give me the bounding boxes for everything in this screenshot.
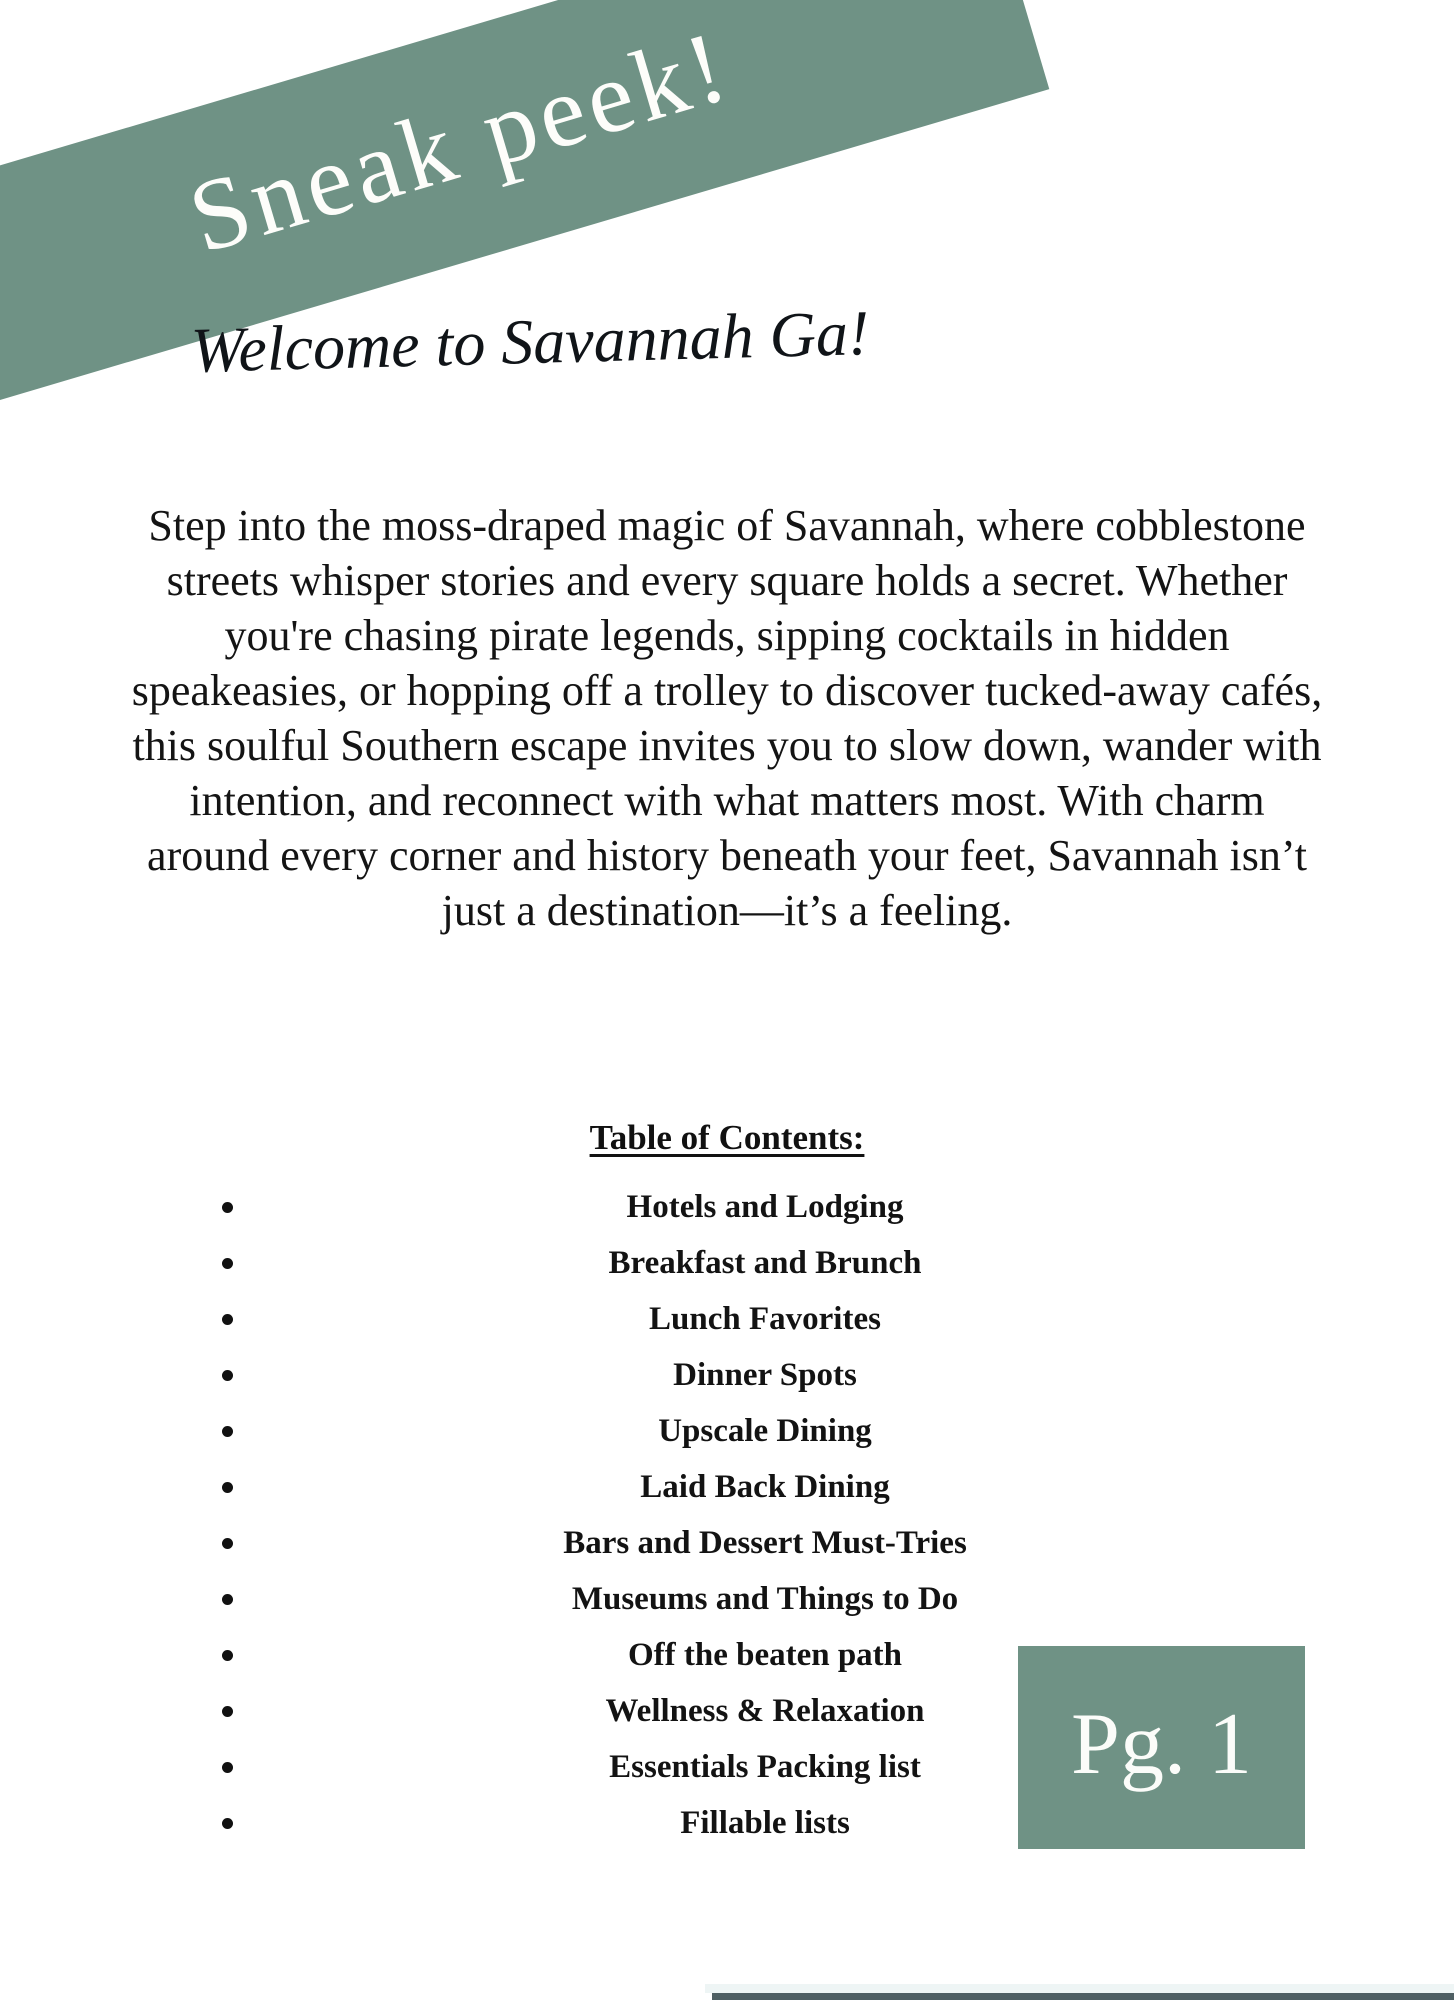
toc-item-label: Wellness & Relaxation <box>605 1693 925 1729</box>
bullet-icon <box>222 1258 233 1269</box>
toc-item-label: Bars and Dessert Must-Tries <box>563 1525 967 1561</box>
list-item <box>0 1179 1454 1235</box>
list-item <box>0 1291 1454 1347</box>
toc-item-label: Museums and Things to Do <box>571 1581 959 1617</box>
toc-item-label: Hotels and Lodging <box>626 1189 904 1225</box>
toc-item-label: Off the beaten path <box>627 1637 903 1673</box>
bullet-icon <box>222 1650 233 1661</box>
intro-paragraph: Step into the moss-draped magic of Savannah, where cobblestone streets whisper stories and every square holds a secret. Whether you're chasing pirate legends, sipping cocktails in hidden speakeasies, or hopping off a trolley to discover tucked-away cafés, this soulful Southern escape invites you to slow down, wander with intention, and reconnect with what matters most. With charm around every corner and history beneath your feet, Savannah isn’t just a destination—it’s a feeling. <box>131 501 1323 935</box>
footer-light-strip <box>705 1984 1454 1993</box>
list-item <box>0 1515 1454 1571</box>
toc-item-label: Laid Back Dining <box>640 1469 890 1505</box>
toc-item-label: Upscale Dining <box>658 1413 872 1449</box>
toc-item-label: Fillable lists <box>680 1805 850 1841</box>
bullet-icon <box>222 1202 233 1213</box>
bullet-icon <box>222 1370 233 1381</box>
toc-item-label: Lunch Favorites <box>649 1301 881 1337</box>
list-item <box>0 1459 1454 1515</box>
toc-item-label: Essentials Packing list <box>609 1749 921 1785</box>
page-number-badge <box>1018 1646 1305 1849</box>
list-item <box>0 1403 1454 1459</box>
list-item <box>0 1571 1454 1627</box>
welcome-script-title: Welcome to Savannah Ga! <box>189 297 870 386</box>
list-item <box>0 1347 1454 1403</box>
toc-title: Table of Contents: <box>589 1118 865 1157</box>
bullet-icon <box>222 1594 233 1605</box>
bullet-icon <box>222 1314 233 1325</box>
toc-item-label: Dinner Spots <box>673 1357 857 1393</box>
toc-item-label: Breakfast and Brunch <box>608 1245 922 1281</box>
bullet-icon <box>222 1482 233 1493</box>
page-number-label: Pg. 1 <box>1071 1696 1252 1793</box>
bullet-icon <box>222 1818 233 1829</box>
footer-bar <box>712 1993 1454 2000</box>
sneak-peek-label: Sneak peek! <box>177 9 743 276</box>
bullet-icon <box>222 1706 233 1717</box>
bullet-icon <box>222 1426 233 1437</box>
bullet-icon <box>222 1538 233 1549</box>
bullet-icon <box>222 1762 233 1773</box>
list-item <box>0 1235 1454 1291</box>
